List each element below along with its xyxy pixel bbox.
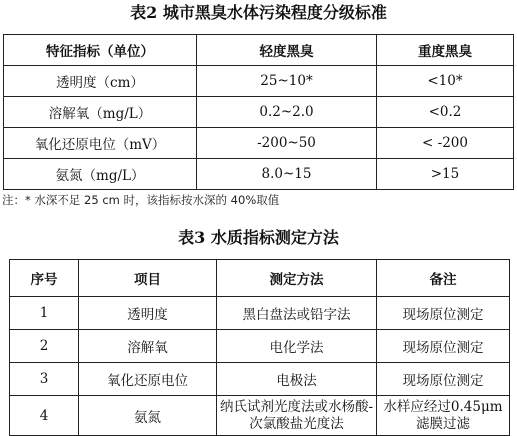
table3-cell: 电极法: [217, 363, 377, 396]
table2-cell: 透明度（cm）: [4, 66, 197, 97]
table2-title: 表2 城市黑臭水体污染程度分级标准: [130, 3, 387, 22]
table3-cell: 纳氏试剂光度法或水杨酸-次氯酸盐光度法: [217, 396, 377, 436]
table2-cell: 0.2~2.0: [197, 97, 377, 128]
table3-cell: 现场原位测定: [377, 330, 510, 363]
table2-cell: 25~10*: [197, 66, 377, 97]
table-row: [4, 97, 514, 128]
table2-cell: 8.0~15: [197, 159, 377, 190]
table3-cell: 氧化还原电位: [79, 363, 217, 396]
table3-cell: 1: [10, 297, 79, 330]
table3-title: 表3 水质指标测定方法: [178, 228, 339, 247]
table2-cell: -200~50: [197, 128, 377, 159]
table3-cell: 现场原位测定: [377, 297, 510, 330]
table2-header-severe: 重度黑臭: [377, 35, 514, 66]
table3-cell: 电化学法: [217, 330, 377, 363]
table3-cell: 黑白盘法或铅字法: [217, 297, 377, 330]
table-row: [4, 66, 514, 97]
table2-cell: 氨氮（mg/L）: [4, 159, 197, 190]
table2-header-indicator: 特征指标（单位）: [4, 35, 197, 66]
table3-cell: 2: [10, 330, 79, 363]
table3-header-no: 序号: [10, 260, 79, 297]
table-row: [10, 363, 510, 396]
table3-cell: 水样应经过0.45μm 滤膜过滤: [377, 396, 510, 436]
table3-cell: 3: [10, 363, 79, 396]
table2-cell: 氧化还原电位（mV）: [4, 128, 197, 159]
table3-header-remark: 备注: [377, 260, 510, 297]
table2-footnote: 注：* 水深不足 25 cm 时，该指标按水深的 40%取值: [2, 193, 280, 207]
table3-cell: 溶解氧: [79, 330, 217, 363]
table3-cell: 现场原位测定: [377, 363, 510, 396]
table-row: [4, 128, 514, 159]
table2-cell: >15: [377, 159, 514, 190]
table-row: [10, 297, 510, 330]
table3-header-method: 测定方法: [217, 260, 377, 297]
table2-cell: <0.2: [377, 97, 514, 128]
table-row: [10, 330, 510, 363]
table2-cell: < -200: [377, 128, 514, 159]
table3-header-item: 项目: [79, 260, 217, 297]
table-row: [10, 396, 510, 436]
pollution-grade-table: [3, 34, 514, 190]
test-method-table: [9, 259, 510, 436]
table3-cell: 氨氮: [79, 396, 217, 436]
table3-cell: 4: [10, 396, 79, 436]
table2-cell: <10*: [377, 66, 514, 97]
table2-header-mild: 轻度黑臭: [197, 35, 377, 66]
table-row: [4, 159, 514, 190]
table2-cell: 溶解氧（mg/L）: [4, 97, 197, 128]
table3-cell: 透明度: [79, 297, 217, 330]
